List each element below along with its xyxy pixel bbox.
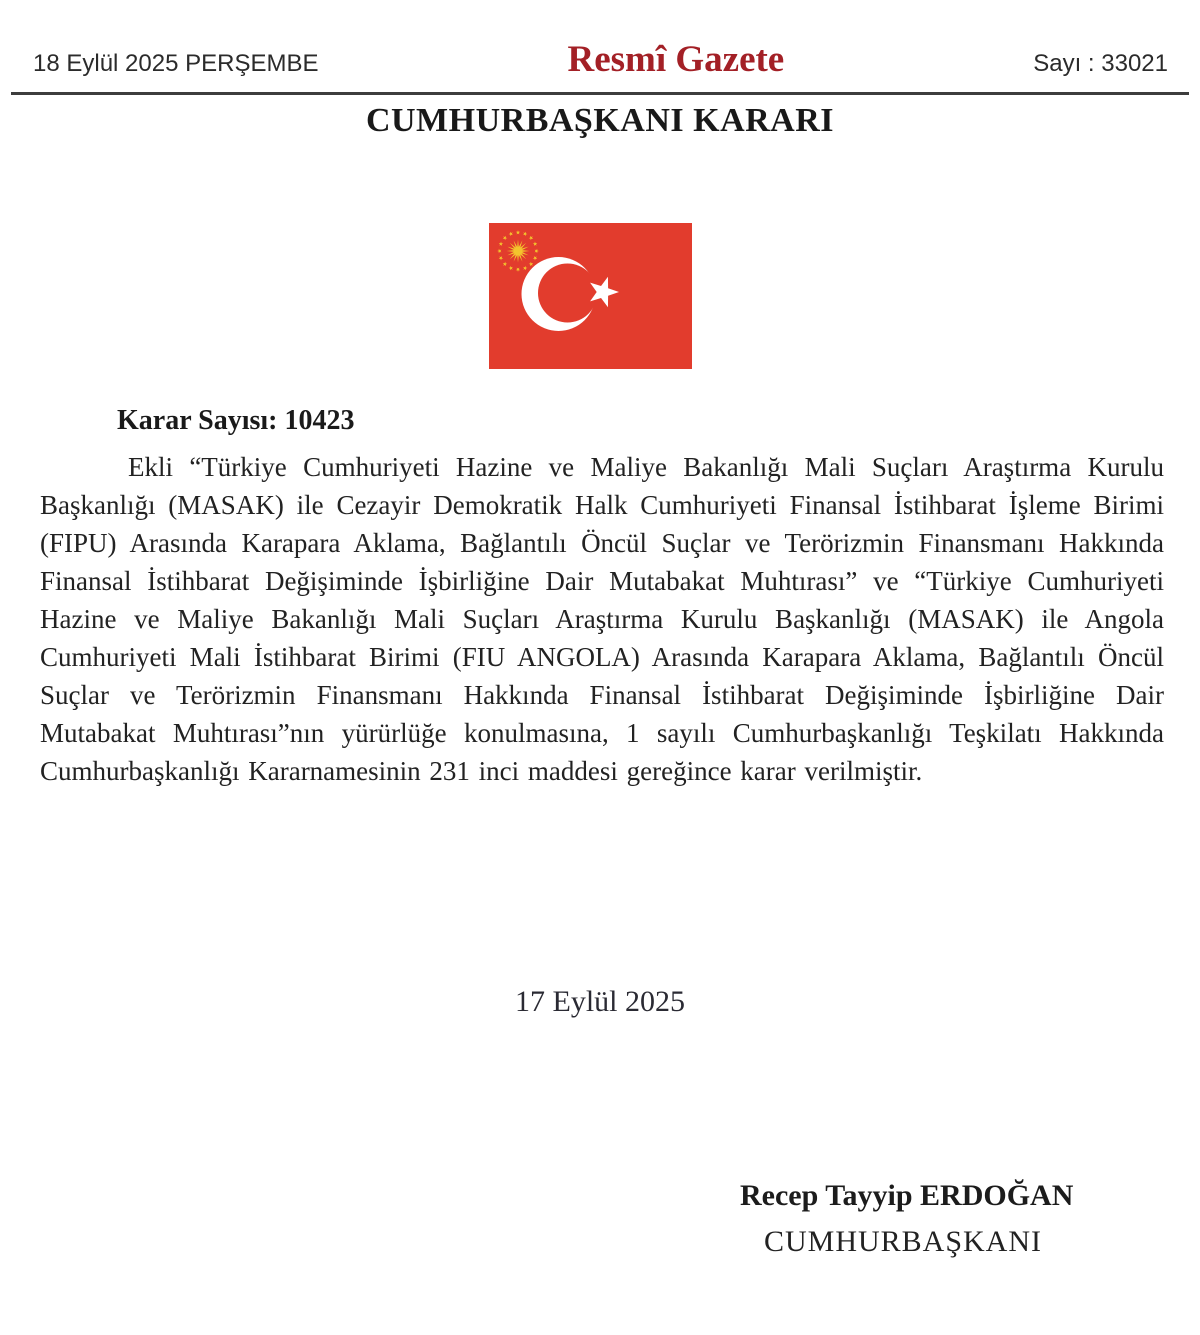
gazette-title: Resmî Gazete	[567, 39, 785, 80]
header-divider	[11, 92, 1189, 95]
crescent-inner-disc	[538, 264, 597, 323]
signer-name: Recep Tayyip ERDOĞAN	[740, 1179, 1074, 1212]
signature-block	[740, 1178, 1074, 1260]
gazette-header	[0, 0, 1200, 81]
issue-number: Sayı : 33021	[1033, 50, 1168, 77]
signer-title: CUMHURBAŞKANI	[763, 1225, 1043, 1258]
decree-heading: CUMHURBAŞKANI KARARI	[365, 102, 835, 139]
publication-date: 18 Eylül 2025 PERŞEMBE	[33, 50, 319, 77]
flag-container	[0, 223, 1200, 374]
decision-date: 17 Eylül 2025	[515, 985, 685, 1018]
decree-body: Ekli “Türkiye Cumhuriyeti Hazine ve Maliye Bakanlığı Mali Suçları Araştırma Kurulu Başkanlığı (MASAK) ile Cezayir Demokratik Halk Cumhuriyeti Finansal İstihbarat İşleme Birimi (FIPU) Arasında Karapara Aklama, Bağlantılı Öncül Suçlar ve Terörizmin Finansmanı Hakkında Finansal İstihbarat Değişiminde İşbirliğine Dair Mutabakat Muhtırası” ve “Türkiye Cumhuriyeti Hazine ve Maliye Bakanlığı Mali Suçları Araştırma Kurulu Başkanlığı (MASAK) ile Angola Cumhuriyeti Mali İstihbarat Birimi (FIU ANGOLA) Arasında Karapara Aklama, Bağlantılı Öncül Suçlar ve Terörizmin Finansmanı Hakkında Finansal İstihbarat Değişiminde İşbirliğine Dair Mutabakat Muhtırası”nın yürürlüğe konulmasına, 1 sayılı Cumhurbaşkanlığı Teşkilatı Hakkında Cumhurbaşkanlığı Kararnamesinin 231 inci maddesi gereğince karar verilmiştir.	[40, 452, 1164, 786]
decision-number: Karar Sayısı: 10423	[117, 405, 355, 436]
turkish-presidential-flag	[489, 223, 692, 369]
